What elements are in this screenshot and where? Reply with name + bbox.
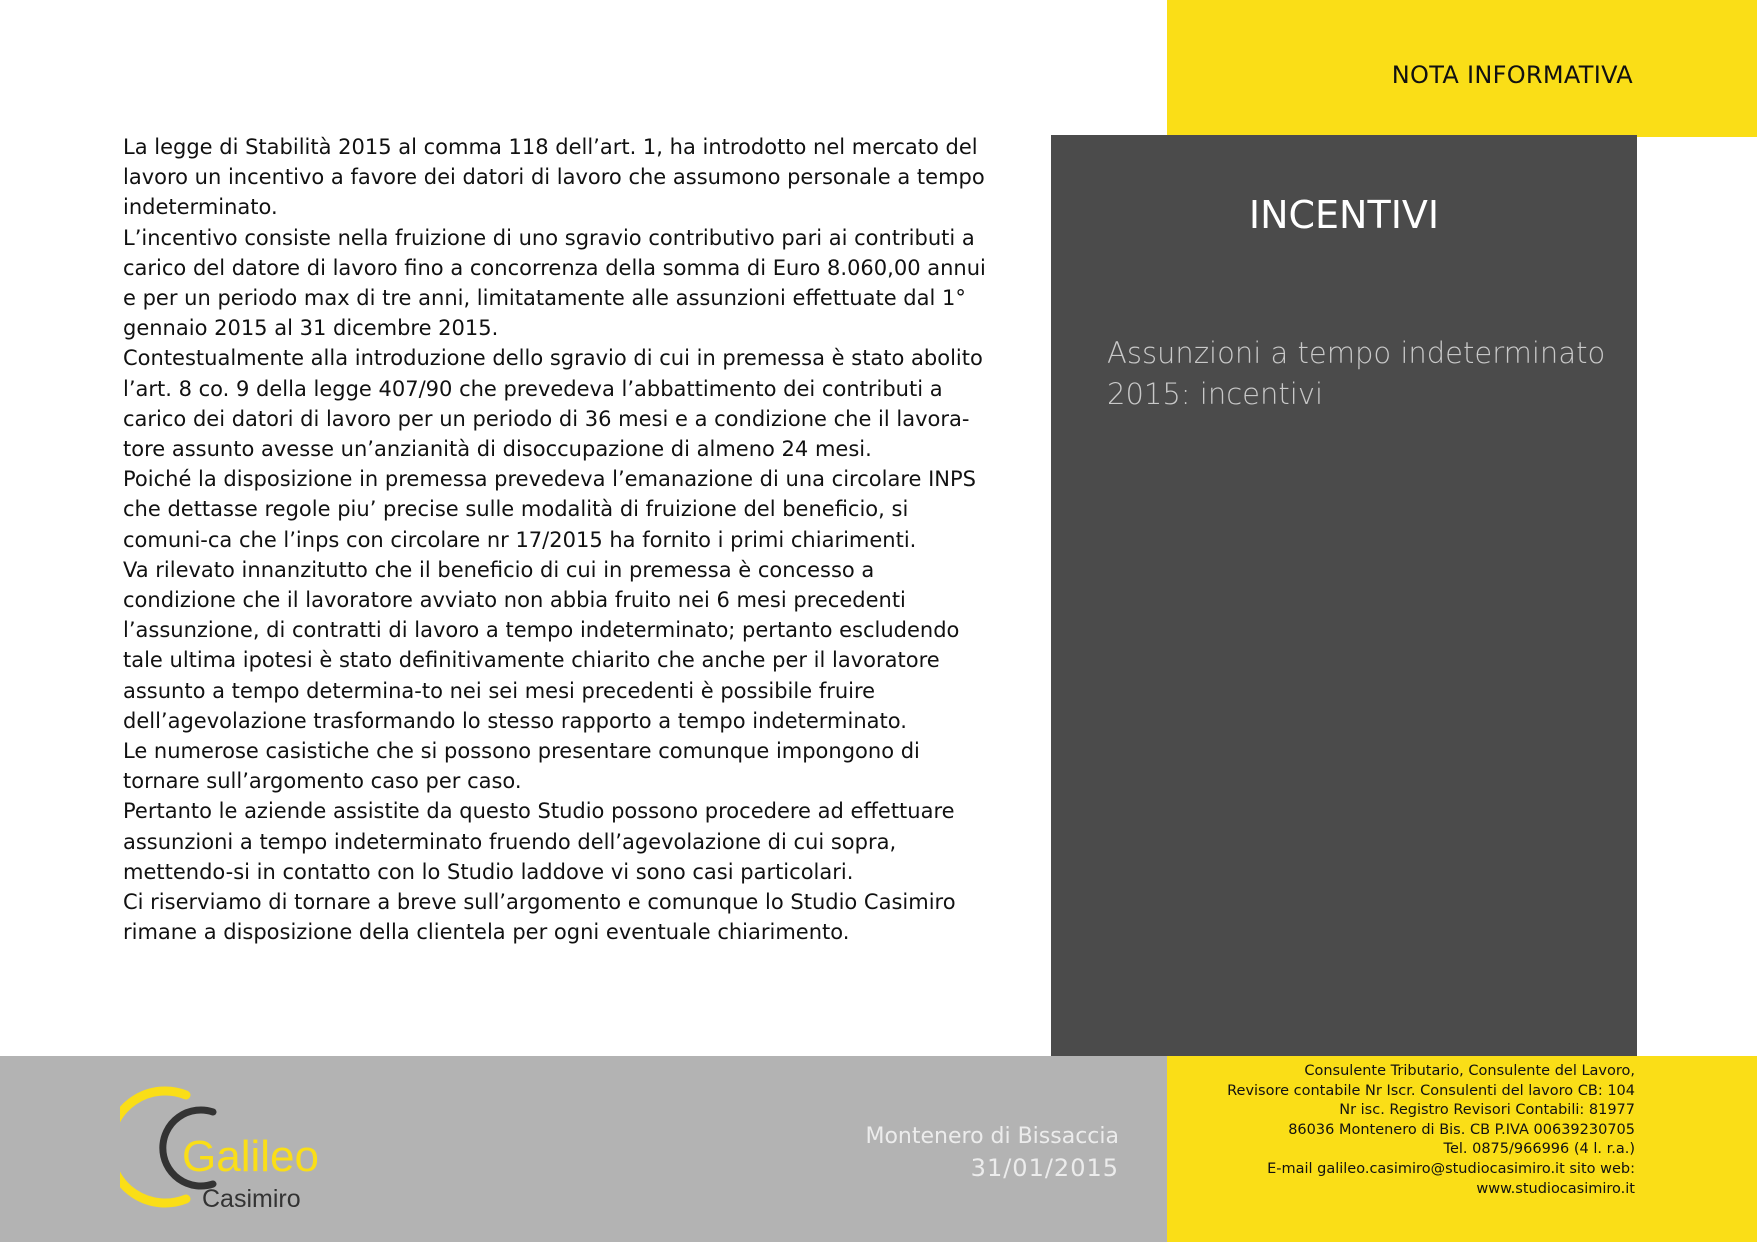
logo-word-galileo: Galileo — [182, 1132, 319, 1181]
document-type-label: NOTA INFORMATIVA — [1391, 61, 1633, 89]
page-title: INCENTIVI — [1248, 193, 1440, 237]
body-text — [123, 132, 993, 947]
subtitle-line: Assunzioni a tempo indeterminato — [1107, 336, 1606, 370]
contact-line: Tel. 0875/966996 (4 l. r.a.) — [1443, 1141, 1635, 1158]
contact-info — [1075, 1062, 1635, 1199]
contact-line: Consulente Tributario, Consulente del Lavoro, — [1304, 1063, 1635, 1079]
footer-place: Montenero di Bissaccia — [865, 1124, 1119, 1149]
body-paragraph: La legge di Stabilità 2015 al comma 118 dell’art. 1, ha introdotto nel mercato del lavoro un incentivo a favore dei datori di lavoro che assumono personale a tempo indeterminato. — [123, 135, 985, 220]
body-paragraph: Pertanto le aziende assistite da questo Studio possono procedere ad effettuare assunzioni a tempo indeterminato fruendo dell’agevolazione di cui sopra, mettendo-si in contatto con lo Studio laddove vi sono casi particolari. — [123, 799, 955, 884]
body-paragraph: Le numerose casistiche che si possono presentare comunque impongono di tornare sull’argomento caso per caso. — [123, 739, 920, 794]
logo-word-casimiro: Casimiro — [202, 1185, 301, 1213]
body-paragraph: Contestualmente alla introduzione dello sgravio di cui in premessa è stato abolito l’art. 8 co. 9 della legge 407/90 che prevedeva l’abbattimento dei contributi a carico dei datori di lavoro per un periodo di 36 mesi e a condizione che il lavora-tore assunto avesse un’anzianità di disoccupazione di almeno 24 mesi. — [123, 346, 983, 462]
logo-g-arc — [120, 1091, 186, 1203]
contact-line: Revisore contabile Nr Iscr. Consulenti del lavoro CB: 104 — [1227, 1082, 1635, 1099]
contact-website-link[interactable]: www.studiocasimiro.it — [1476, 1180, 1635, 1197]
page-subtitle — [1107, 333, 1607, 415]
contact-line: 86036 Montenero di Bis. CB P.IVA 00639230705 — [1288, 1121, 1635, 1138]
footer-date: 31/01/2015 — [970, 1154, 1119, 1182]
galileo-casimiro-logo — [120, 1078, 340, 1218]
subtitle-line: 2015: incentivi — [1107, 377, 1324, 411]
body-paragraph: Ci riserviamo di tornare a breve sull’argomento e comunque lo Studio Casimiro rimane a disposizione della clientela per ogni eventuale chiarimento. — [123, 890, 956, 945]
body-paragraph: L’incentivo consiste nella fruizione di uno sgravio contributivo pari ai contributi a carico del datore di lavoro fino a concorrenza della somma di Euro 8.060,00 annui e per un periodo max di tre anni, limitatamente alle assunzioni effettuate dal 1° gennaio 2015 al 31 dicembre 2015. — [123, 225, 986, 341]
title-panel — [1051, 135, 1637, 1056]
body-paragraph: Va rilevato innanzitutto che il beneficio di cui in premessa è concesso a condizione che il lavoratore avviato non abbia fruito nei 6 mesi precedenti l’assunzione, di contratti di lavoro a tempo indeterminato; pertanto escludendo tale ultima ipotesi è stato definitivamente chiarito che anche per il lavoratore assunto a tempo determina-to nei sei mesi precedenti è possibile fruire dell’agevolazione trasformando lo stesso rapporto a tempo indeterminato. — [123, 557, 960, 733]
contact-line: Nr isc. Registro Revisori Contabili: 81977 — [1339, 1102, 1635, 1119]
contact-email-line[interactable]: E-mail galileo.casimiro@studiocasimiro.it sito web: — [1267, 1160, 1635, 1177]
body-paragraph: Poiché la disposizione in premessa prevedeva l’emanazione di una circolare INPS che dettasse regole piu’ precise sulle modalità di fruizione del beneficio, si comuni-ca che l’inps con circolare nr 17/2015 ha fornito i primi chiarimenti. — [123, 467, 976, 552]
